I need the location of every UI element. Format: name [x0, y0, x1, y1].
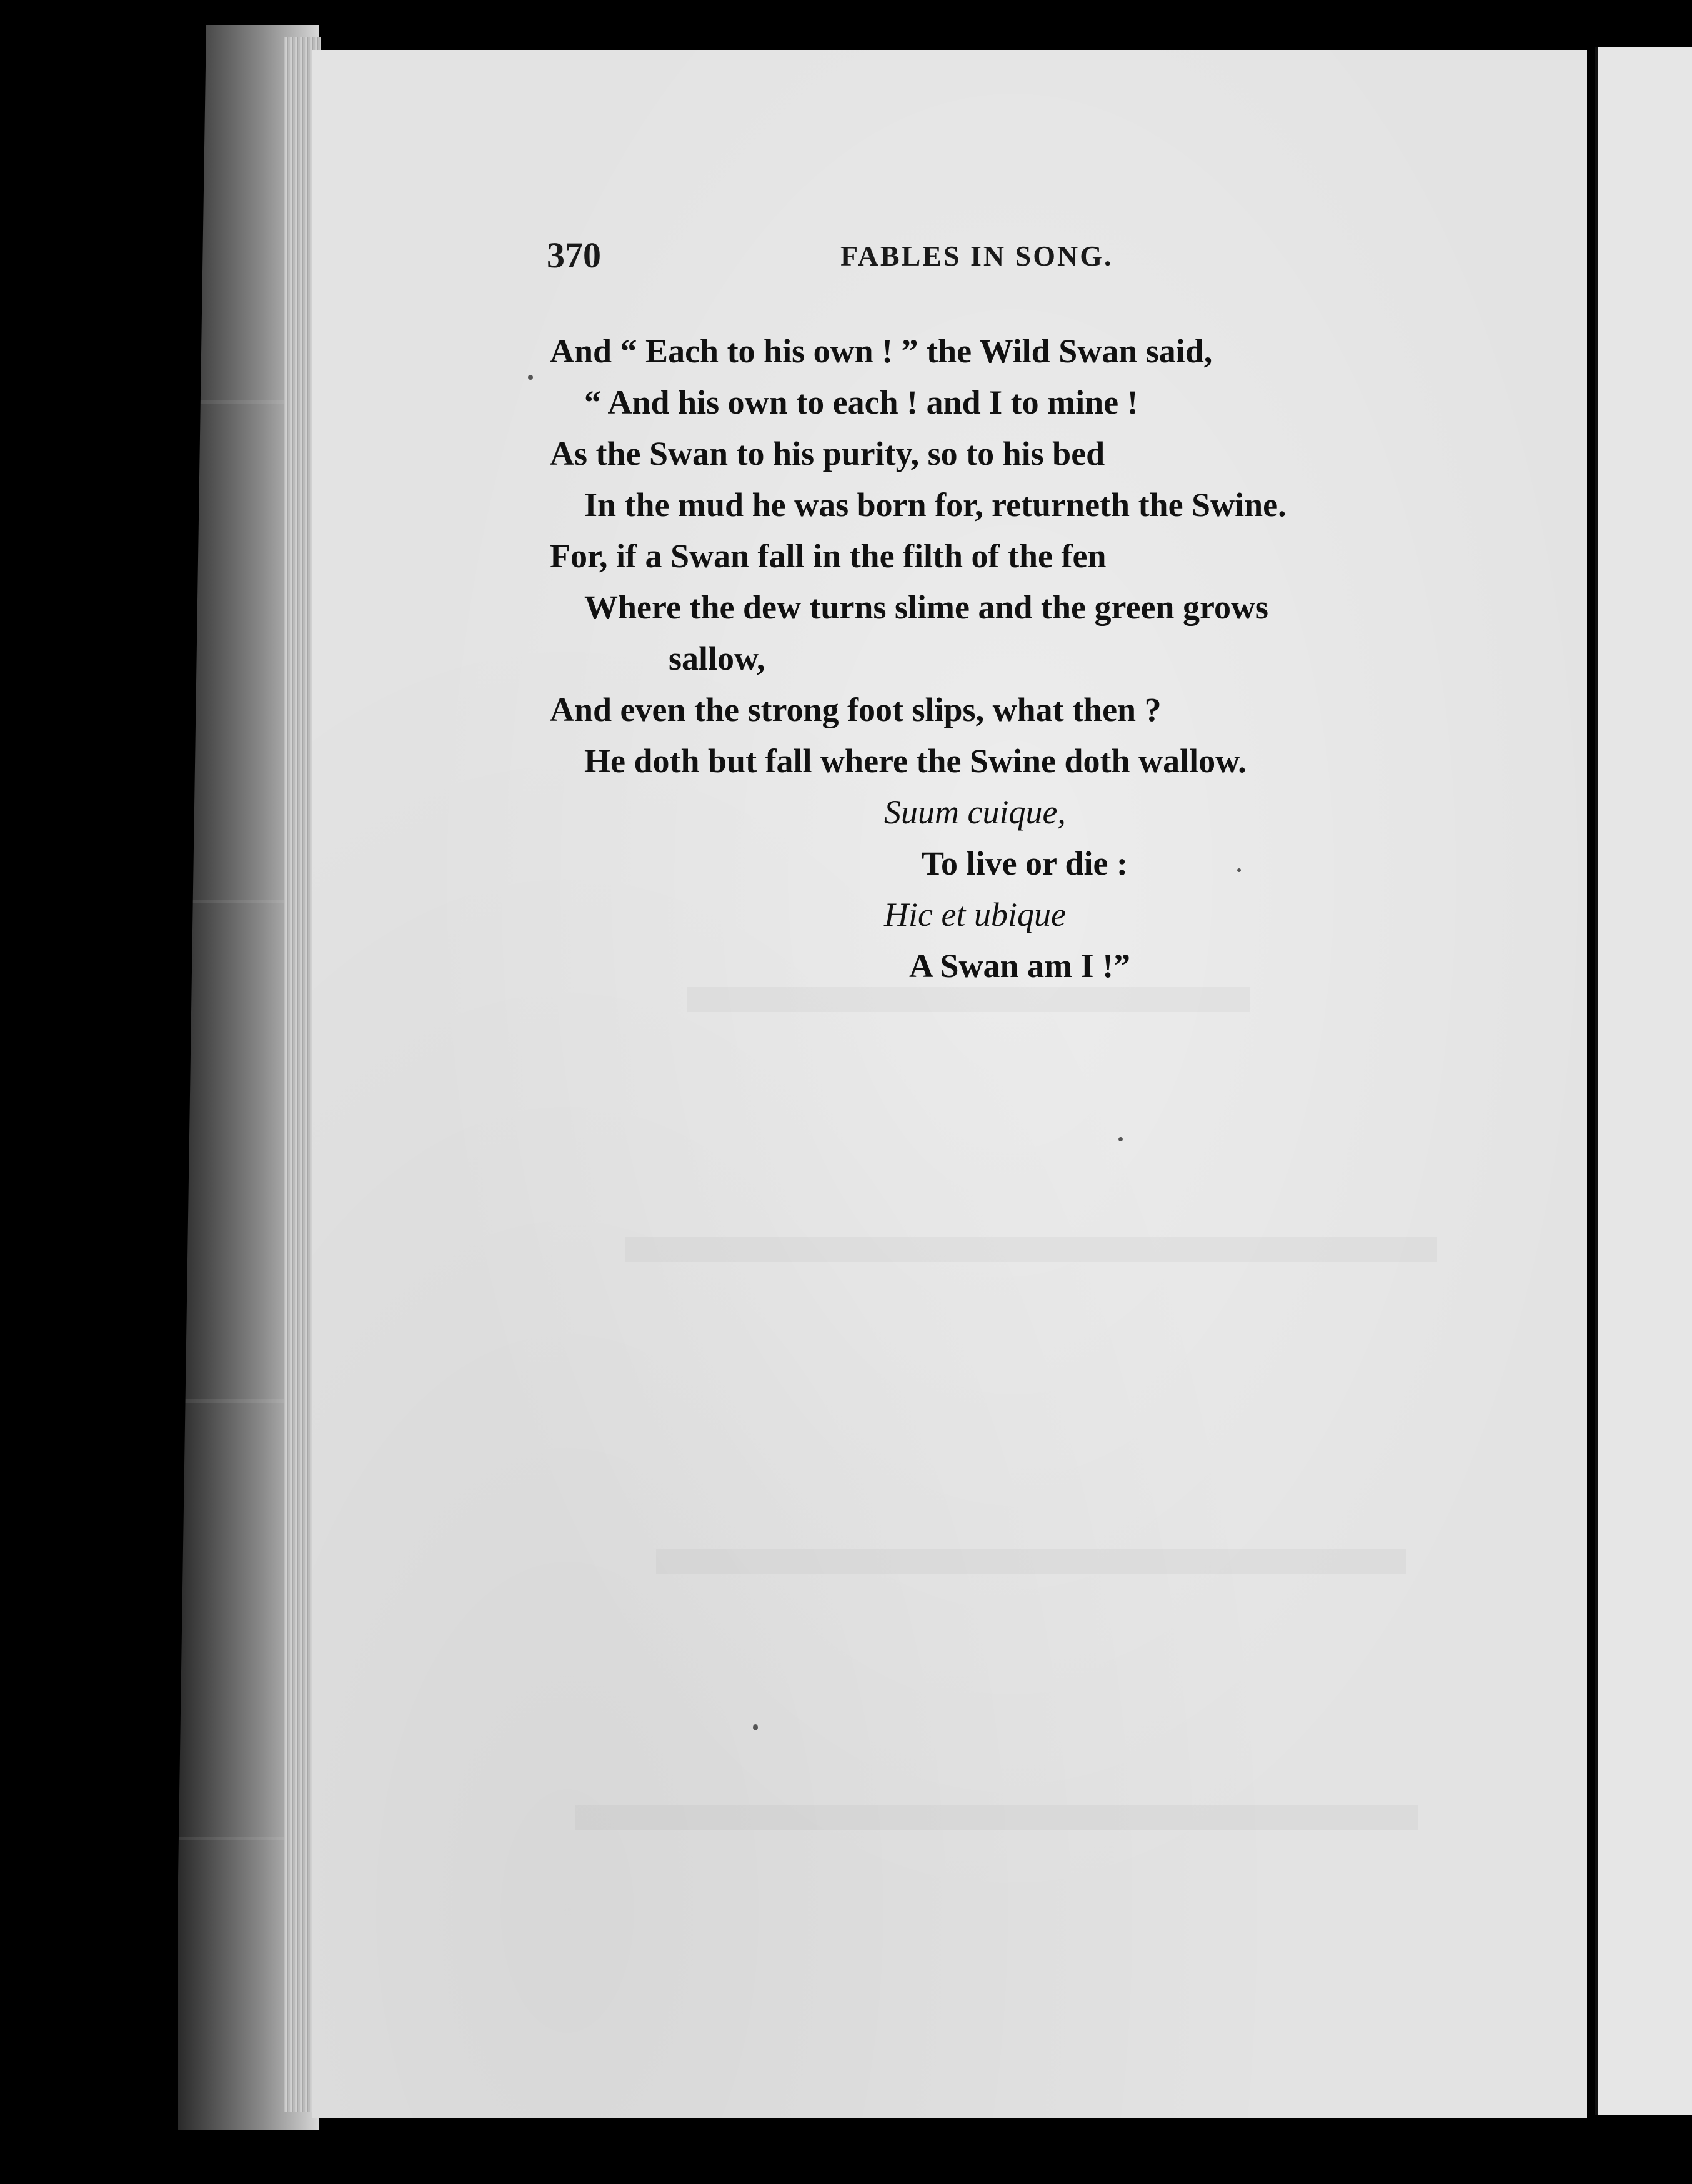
ink-speck	[1118, 1137, 1123, 1141]
poem-line: “ And his own to each ! and I to mine !	[584, 384, 1138, 421]
running-head: FABLES IN SONG.	[840, 240, 1113, 272]
poem-line-refrain: Hic et ubique	[884, 896, 1066, 933]
poem-line-refrain: Suum cuique,	[884, 793, 1066, 831]
page-number: 370	[547, 235, 601, 275]
poem-line: As the Swan to his purity, so to his bed	[550, 435, 1105, 472]
ink-speck	[528, 375, 533, 380]
poem-line: sallow,	[669, 640, 765, 677]
page-header	[312, 234, 1587, 284]
poem-line: Where the dew turns slime and the green grows	[584, 588, 1268, 626]
facing-page-edge	[1595, 47, 1692, 2115]
poem-line: In the mud he was born for, returneth the Swine.	[584, 486, 1286, 524]
poem-line: And even the strong foot slips, what then ?	[550, 691, 1162, 728]
ink-speck	[753, 1724, 758, 1730]
book-page	[312, 50, 1587, 2118]
ink-speck	[1237, 868, 1241, 872]
poem-line-refrain: A Swan am I !”	[909, 947, 1131, 985]
poem-line: He doth but fall where the Swine doth wallow.	[584, 742, 1247, 780]
poem-line-refrain: To live or die :	[922, 845, 1128, 882]
poem-line: And “ Each to his own ! ” the Wild Swan said,	[550, 332, 1213, 370]
poem-line: For, if a Swan fall in the filth of the fen	[550, 537, 1107, 575]
